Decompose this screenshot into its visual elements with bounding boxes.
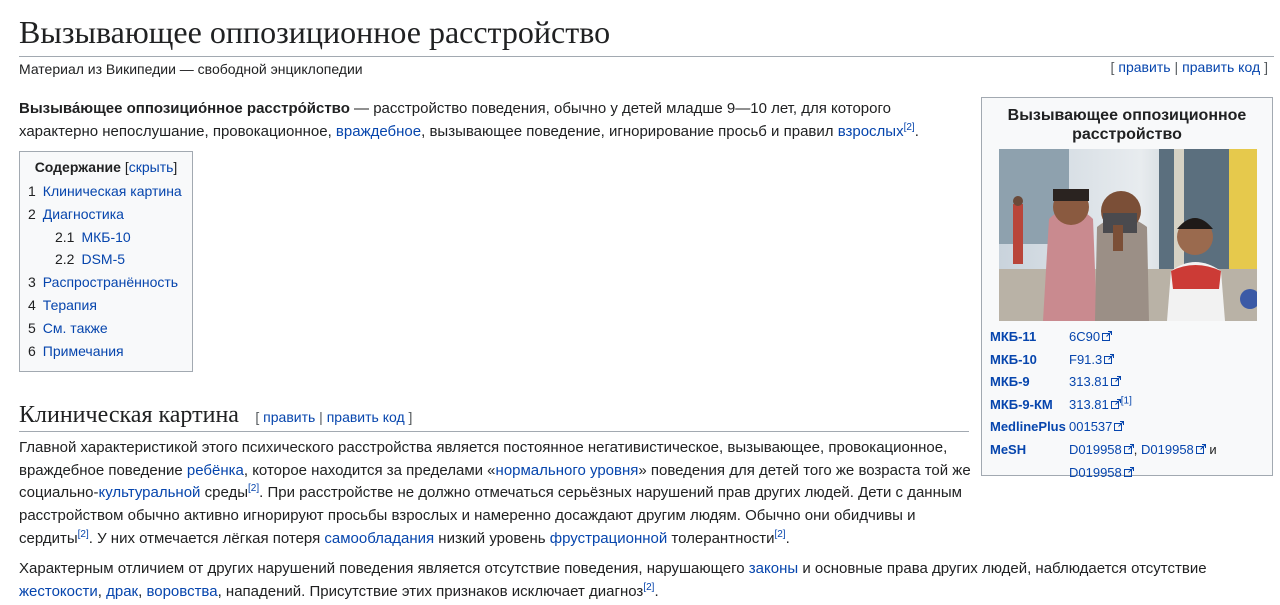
reference-link[interactable]: [2] xyxy=(643,581,655,593)
link-cruelty[interactable]: жестокости xyxy=(19,582,98,600)
edit-link[interactable]: править xyxy=(1118,59,1171,75)
infobox-code-link[interactable]: D019958 xyxy=(1069,464,1122,480)
infobox-table xyxy=(990,326,1266,484)
clinical-paragraph-2: Характерным отличием от других нарушений поведения является отсутствие поведения, нарушающего законы и основные права других людей, наблюдается отсутствие жестокости, драк, воровства, нападений. Присутствие этих признаков исключает диагноз[2]. xyxy=(19,560,1207,600)
toc-item[interactable] xyxy=(20,248,192,271)
toc-number: 1 xyxy=(28,183,36,199)
external-link-icon xyxy=(1104,354,1114,364)
toc-number: 6 xyxy=(28,342,36,359)
link-normal-level[interactable]: нормального уровня xyxy=(495,461,639,479)
toc-link[interactable]: Диагностика xyxy=(42,205,124,222)
infobox-code-link[interactable]: 6C90 xyxy=(1069,329,1101,344)
edit-links: [ править | править код ] xyxy=(1110,59,1268,75)
clinical-paragraph-1: Главной характеристикой этого психического расстройства является постоянное негативистическое, вызывающее, провокационное, враждебное поведение ребёнка, которое находится за пределами «нормального уровня» поведения для детей того же возраста той же социально-культуральной среды[2]. При расстройстве не должно отмечаться серьёзных нарушений прав других людей. Дети с данным расстройством обычно активно игнорируют просьбы взрослых и намеренно досаждают другим людям. Обычно они обидчивы и сердиты[2]. У них отмечается лёгкая потеря самообладания низкий уровень фрустрационной толерантности[2]. xyxy=(19,439,971,547)
toc-link[interactable]: Распространённость xyxy=(42,274,179,291)
link-hostile[interactable]: враждебное xyxy=(335,122,422,140)
toc-item[interactable] xyxy=(20,203,192,226)
external-link-icon xyxy=(1196,444,1206,454)
toc-link[interactable]: Клиническая картина xyxy=(42,183,182,199)
external-link-icon xyxy=(1124,444,1134,454)
infobox-code-link[interactable]: D019958 xyxy=(1069,441,1122,457)
section-edit-code-link[interactable]: править код xyxy=(326,409,405,425)
edit-code-link[interactable]: править код xyxy=(1182,59,1261,75)
infobox-title: Вызывающее оппозиционное расстройство xyxy=(1007,107,1247,143)
article-term: Вызыва́ющее оппозицио́нное расстро́йство xyxy=(19,100,350,117)
link-laws[interactable]: законы xyxy=(748,560,799,577)
section-heading xyxy=(19,401,969,432)
infobox-code-link[interactable]: F91.3 xyxy=(1069,351,1103,367)
link-child[interactable]: ребёнка xyxy=(186,461,244,479)
toc-number: 5 xyxy=(28,319,36,336)
reference-link[interactable]: [2] xyxy=(774,528,786,540)
toc-item[interactable] xyxy=(20,294,192,317)
toc-number: 3 xyxy=(28,274,36,291)
toc-link[interactable]: DSM-5 xyxy=(81,251,126,268)
reference-link[interactable]: [2] xyxy=(248,483,260,495)
toc-link[interactable]: МКБ-10 xyxy=(81,228,131,245)
infobox xyxy=(981,97,1273,480)
toc-number: 2.2 xyxy=(55,251,75,268)
infobox-row xyxy=(990,326,1266,349)
toc-item[interactable] xyxy=(20,180,192,203)
intro-paragraph: Вызыва́ющее оппозицио́нное расстро́йство — расстройство поведения, обычно у детей младше 9—10 лет, для которого характерно непослушание, провокационное, враждебное, вызывающее поведение, игнорирование просьб и правил взрослых[2]. xyxy=(19,100,919,140)
infobox-key-link[interactable]: МКБ-9 xyxy=(990,374,1030,390)
infobox-row xyxy=(990,394,1266,417)
infobox-row: MeSH D019958 , D019958 и D019958 xyxy=(990,441,1217,480)
link-theft[interactable]: воровства xyxy=(146,582,218,600)
external-link-icon xyxy=(1102,331,1112,341)
infobox-code-link[interactable]: 313.81 xyxy=(1069,374,1109,390)
toc-item[interactable] xyxy=(20,340,192,363)
link-cultural[interactable]: культуральной xyxy=(98,484,201,502)
infobox-row xyxy=(990,371,1266,394)
external-link-icon xyxy=(1114,421,1124,431)
toc-item[interactable] xyxy=(20,317,192,340)
page-title: Вызывающее оппозиционное расстройство xyxy=(19,12,1274,57)
infobox-key-link[interactable]: МКБ-10 xyxy=(990,351,1037,367)
infobox-code-link[interactable]: 001537 xyxy=(1069,419,1113,435)
link-frustration[interactable]: фрустрационной xyxy=(549,529,668,547)
toc-hide-toggle[interactable]: скрыть xyxy=(128,159,174,175)
infobox-key-link[interactable]: MeSH xyxy=(990,441,1027,457)
link-fights[interactable]: драк xyxy=(106,582,139,600)
link-adults[interactable]: взрослых xyxy=(837,122,904,140)
infobox-code-link[interactable]: D019958 xyxy=(1141,441,1194,457)
infobox-row xyxy=(990,416,1266,439)
infobox-key-link[interactable]: MedlinePlus xyxy=(990,419,1066,435)
external-link-icon xyxy=(1124,467,1134,477)
reference-link[interactable]: [1] xyxy=(1120,395,1132,407)
table-of-contents: Содержание [скрыть] 1 Клиническая картина 2 Диагностика 2.1 МКБ-10 2.2 DSM-5 3 Распространённость 4 Терапия 5 См. также 6 Примечания xyxy=(19,151,193,372)
infobox-key-link[interactable]: МКБ-11 xyxy=(990,329,1037,344)
section-title: Клиническая картина xyxy=(19,402,239,428)
section-edit-link[interactable]: править xyxy=(263,409,316,425)
toc-link[interactable]: Терапия xyxy=(42,296,97,313)
section-edit-links: [ править | править код ] xyxy=(255,409,413,425)
external-link-icon xyxy=(1111,376,1121,386)
infobox-key-link[interactable]: МКБ-9-КМ xyxy=(990,396,1053,412)
toc-link[interactable]: См. также xyxy=(42,319,108,336)
toc-list xyxy=(20,180,192,362)
link-self-control[interactable]: самообладания xyxy=(324,529,435,547)
toc-title: Содержание xyxy=(34,159,121,175)
reference-link[interactable]: [2] xyxy=(77,528,89,540)
infobox-row xyxy=(990,349,1266,372)
toc-number: 2 xyxy=(28,205,36,222)
reference-link[interactable]: [2] xyxy=(903,121,915,133)
toc-link[interactable]: Примечания xyxy=(42,342,124,359)
toc-item[interactable] xyxy=(20,226,192,249)
infobox-code-link[interactable]: 313.81 xyxy=(1069,396,1109,412)
toc-number: 4 xyxy=(28,296,36,313)
tagline: Материал из Википедии — свободной энциклопедии xyxy=(19,61,363,77)
infobox-photo[interactable] xyxy=(999,149,1257,321)
toc-number: 2.1 xyxy=(55,228,75,245)
toc-item[interactable] xyxy=(20,271,192,294)
external-link-icon xyxy=(1111,399,1121,409)
